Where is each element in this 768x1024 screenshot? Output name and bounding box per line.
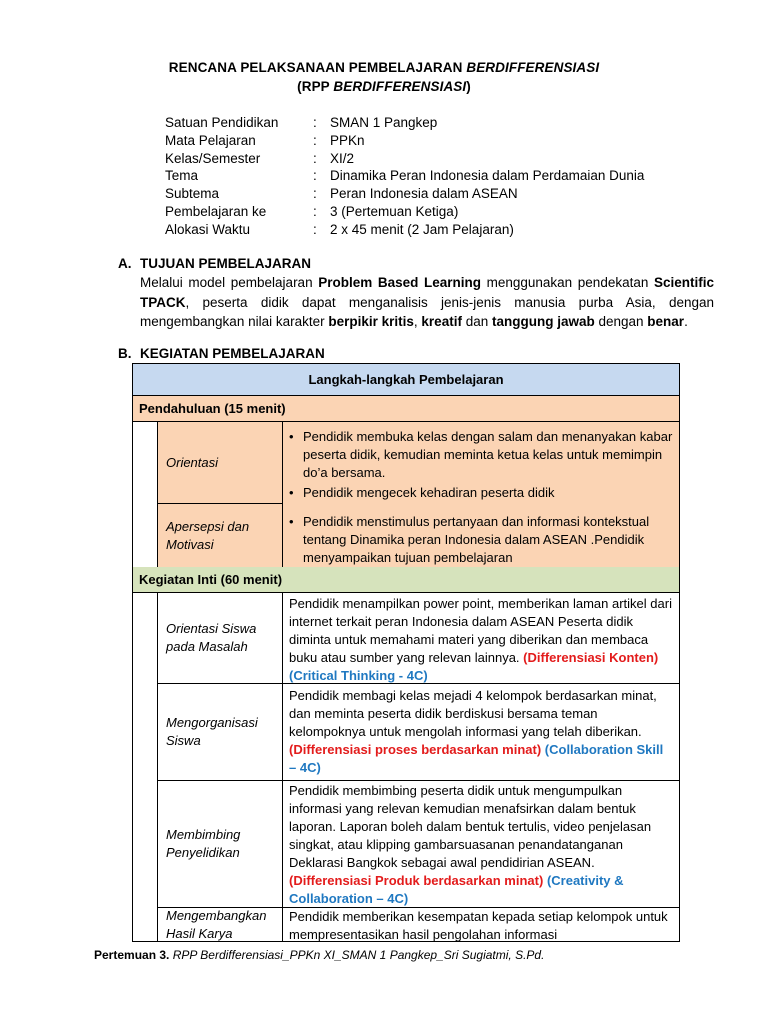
phase-apersepsi: Apersepsi dan Motivasi <box>166 518 250 552</box>
apersepsi-description <box>283 509 679 567</box>
list-item: • Pendidik menstimulus pertanyaan dan informasi kontekstual tentang Dinamika peran Indonesia dalam ASEAN .Pendidik menyampaikan tujuan pembelajaran <box>289 514 650 565</box>
phase-mengembangkan: Mengembangkan Hasil Karya <box>166 908 267 941</box>
page-footer: Pertemuan 3. RPP Berdifferensiasi_PPKn XI_SMAN 1 Pangkep_Sri Sugiatmi, S.Pd. <box>94 948 545 962</box>
identity-block <box>165 114 644 239</box>
mengembangkan-description: Pendidik memberikan kesempatan kepada setiap kelompok untuk mempresentasikan hasil pengolahan informasi <box>289 909 668 942</box>
phase-mengorganisasi: Mengorganisasi Siswa <box>166 715 258 748</box>
identity-row: Kelas/Semester : XI/2 <box>165 150 355 166</box>
document-title-line-2: (RPP BERDIFFERENSIASI) <box>297 79 471 94</box>
identity-row: Pembelajaran ke : 3 (Pertemuan Ketiga) <box>165 203 459 219</box>
phase-membimbing: Membimbing Penyelidikan <box>166 827 241 860</box>
document-title-line-1: RENCANA PELAKSANAAN PEMBELAJARAN BERDIFFERENSIASI <box>168 60 600 75</box>
bullet-icon: • <box>289 485 294 500</box>
kegiatan-inti-band: Kegiatan Inti (60 menit) <box>133 567 679 593</box>
section-b-heading: B. KEGIATAN PEMBELAJARAN <box>118 346 325 361</box>
identity-row: Satuan Pendidikan : SMAN 1 Pangkep <box>165 115 438 130</box>
bullet-icon: • <box>289 514 294 529</box>
phase-orientasi-siswa: Orientasi Siswa pada Masalah <box>166 621 257 654</box>
bullet-icon: • <box>289 429 294 444</box>
identity-row: Subtema : Peran Indonesia dalam ASEAN <box>165 186 518 202</box>
identity-row: Alokasi Waktu : 2 x 45 menit (2 Jam Pelajaran) <box>165 221 514 237</box>
identity-row: Tema : Dinamika Peran Indonesia dalam Perdamaian Dunia <box>165 168 645 184</box>
list-item: • Pendidik membuka kelas dengan salam dan menanyakan kabar peserta didik, kemudian meminta ketua kelas untuk memimpin do’a bersama. <box>289 429 673 480</box>
orientasi-siswa-description: Pendidik menampilkan power point, memberikan laman artikel dari internet terkait peran Indonesia dalam ASEAN Peserta didik diminta untuk memahami materi yang diberikan dan membaca buku atau sumber yang relevan lainnya. (Differensiasi Konten) (Critical Thinking - 4C) <box>289 596 672 683</box>
learning-objective-paragraph: Melalui model pembelajaran Problem Based Learning menggunakan pendekatan Scientific TPACK, peserta didik dapat menganalisis jenis-jenis manusia purba Asia, dengan mengembangkan nilai karakter berpikir kritis, kreatif dan tanggung jawab dengan benar. <box>140 275 715 329</box>
section-a-heading: A. TUJUAN PEMBELAJARAN <box>118 256 312 271</box>
membimbing-description: Pendidik membimbing peserta didik untuk mengumpulkan informasi yang relevan kemudian menafsirkan dalam bentuk laporan. Laporan boleh dalam bentuk tertulis, video penjelasan singkat, atau klipping gambarsuasanan penandatanganan Deklarasi Bangkok sebagai awal pendidirian ASEAN. (Differensiasi Produk berdasarkan minat) (Creativity & Collaboration – 4C) <box>289 783 652 906</box>
learning-steps-table <box>132 363 680 942</box>
pendahuluan-band: Pendahuluan (15 menit) <box>133 396 679 422</box>
mengorganisasi-description: Pendidik membagi kelas mejadi 4 kelompok berdasarkan minat, dan meminta peserta didik berdiskusi bersama teman kelompoknya untuk mengolah informasi yang telah diberikan. (Differensiasi proses berdasarkan minat) (Collaboration Skill – 4C) <box>289 688 664 775</box>
phase-orientasi: Orientasi <box>166 454 219 470</box>
identity-row: Mata Pelajaran : PPKn <box>165 132 365 148</box>
orientasi-description <box>283 424 679 504</box>
table-header: Langkah-langkah Pembelajaran <box>133 364 679 396</box>
list-item: • Pendidik mengecek kehadiran peserta didik <box>289 485 555 500</box>
